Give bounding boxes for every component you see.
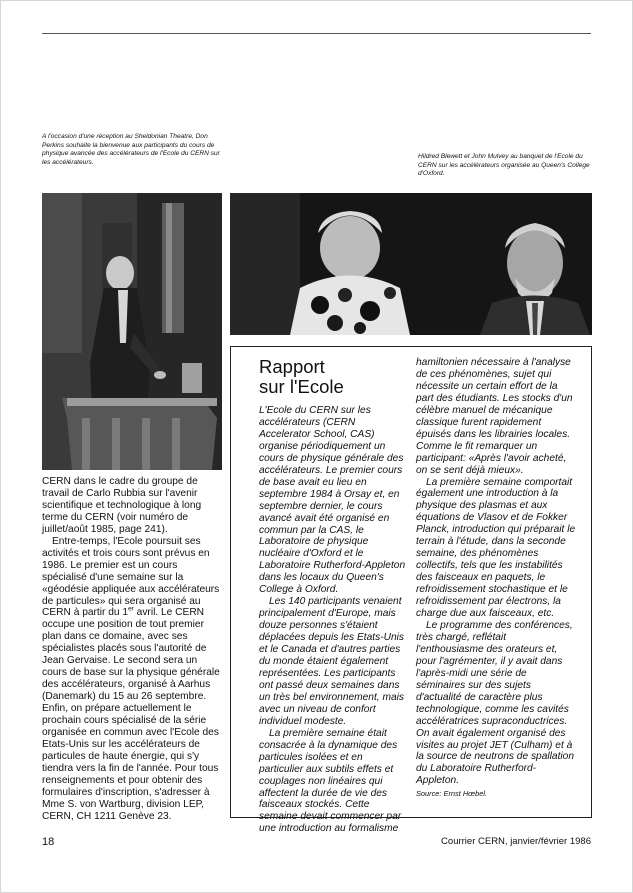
- article-column-1: [259, 405, 407, 835]
- article-column-2: [416, 357, 576, 799]
- article-col2-paragraph-2: La première semaine comportait également une introduction à la physique des plasmas et aux équations de Vlasov et de Fokker Planck, introduction qui préparait le terrain à l'étude, dans la seconde semaine, des phénomènes collectifs, tels que les instabilités des faisceaux en paquets, le refroidissement stochastique et le refroidissement par électrons, la charge due aux faisceaux, etc.: [416, 476, 576, 620]
- article-title-line-1: Rapport: [259, 356, 325, 377]
- article-col1-paragraph-3: La première semaine était consacrée à la dynamique des particules isolées et en particulier aux subtils effets et couplages non linéaires qui affectent la durée de vie des faisceaux stockés. Cette semaine devait commencer par une introduction au formalisme: [259, 727, 402, 835]
- article-title-line-2: sur l'Ecole: [259, 376, 344, 397]
- left-paragraph-1: CERN dans le cadre du groupe de travail de Carlo Rubbia sur l'avenir scientifique et technologique à long terme du CERN (voir numéro de juillet/août 1985, page 241).: [42, 476, 202, 535]
- left-paragraph-2: [42, 536, 220, 823]
- article-title: [259, 357, 409, 397]
- left-column-text: [42, 476, 220, 823]
- left-paragraph-2-end: avril. Le CERN occupe une position de tout premier plan dans ce domaine, avec ses spécialistes placés sous l'autorité de Jean Gervaise. Le second sera un cours de base sur la physique générale des accélérateurs, organisé à Aarhus (Danemark) du 15 au 26 septembre. Enfin, on prépare actuellement le prochain cours spécialisé de la série organisée en commun avec l'Ecole des Etats-Unis sur les accélérateurs de particules de haute énergie, qui s'y tiendra vers la fin de l'année. Pour tous renseignements et pour obtenir des formulaires d'inscription, s'adresser à Mme S. von Wartburg, division LEP, CERN, CH 1211 Genève 23.: [42, 607, 220, 822]
- page-number: 18: [42, 836, 55, 848]
- left-paragraph-2-start: Entre-temps, l'Ecole poursuit ses activités et trois cours sont prévus en 1986. Le premier est un cours spécialisé d'une semaine sur la «géodésie appliquée aux accélérateurs de particules» qui sera organisé au CERN à partir du 1: [42, 535, 220, 619]
- superscript-er: er: [128, 606, 134, 614]
- photo-speaker-lectern: [42, 193, 222, 470]
- article-box: [230, 346, 592, 835]
- article-col2-paragraph-1: hamiltonien nécessaire à l'analyse de ces phénomènes, sujet qui nécessite un certain effort de la part des étudiants. Les stocks d'un célèbre manuel de mécanique classique furent rapidement épuisés dans les librairies locales. Comme le fit remarquer un participant: «Après l'avoir acheté, on se sent déjà mieux».: [416, 357, 573, 476]
- article-col1-paragraph-1: L'Ecole du CERN sur les accélérateurs (CERN Accelerator School, CAS) organise périodiquement un cours de physique générale des accélérateurs. Le premier cours de base avait eu lieu en septembre 1984 à Orsay et, en septembre dernier, le cours avancé avait été organisé en commun par la CAS, le Laboratoire de physique nucléaire d'Oxford et le Laboratoire Rutherford-Appleton dans les locaux du Queen's College à Oxford.: [259, 405, 406, 596]
- photo-caption-right: Hildred Blewett et John Mulvey au banquet de l'Ecole du CERN sur les accélérateurs organisée au Queen's College d'Oxford.: [418, 153, 590, 178]
- photo-banquet-guests: [230, 193, 592, 335]
- article-source: Source: Ernst Hœbel.: [416, 789, 488, 799]
- journal-footer: Courrier CERN, janvier/février 1986: [441, 836, 591, 847]
- top-rule: [42, 33, 591, 34]
- photo-caption-left: A l'occasion d'une réception au Sheldonian Theatre, Don Perkins souhaite la bienvenue aux participants du cours de physique avancée des accélérateurs de l'Ecole du CERN sur les accélérateurs.: [42, 133, 220, 166]
- article-col2-paragraph-3: Le programme des conférences, très chargé, reflétait l'enthousiasme des orateurs et, pour l'agrémenter, il y avait dans l'après-midi une série de séminaires sur des sujets d'actualité de caractère plus technologique, comme les cavités accélératrices supraconductrices. On avait également organisé des visites au projet JET (Culham) et à la source de neutrons de spallation du Laboratoire Rutherford-Appleton.: [416, 619, 575, 787]
- article-col1-paragraph-2: Les 140 participants venaient principalement d'Europe, mais douze personnes s'étaient déplacées depuis les Etats-Unis et le Canada et d'autres parties du monde étaient également représentées. Les participants ont passé deux semaines dans un très bel environnement, mais avec un niveau de confort individuel modeste.: [259, 596, 404, 727]
